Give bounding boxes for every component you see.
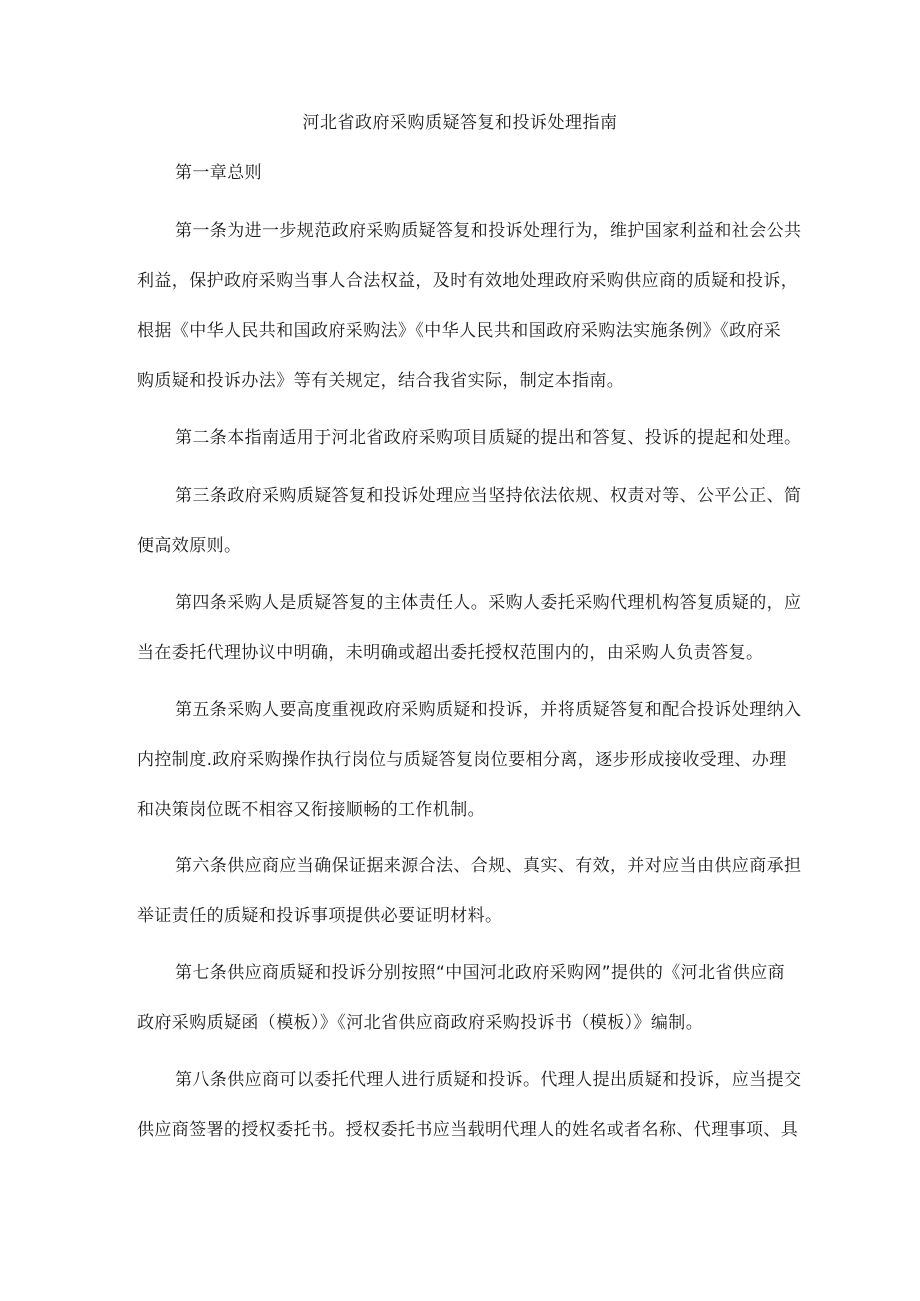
article-6-line-2: 举证责任的质疑和投诉事项提供必要证明材料。 [137,906,503,926]
article-3-line-1: 第三条政府采购质疑答复和投诉处理应当坚持依法依规、权责对等、公平公正、简 [175,486,802,506]
article-5-line-3: 和决策岗位既不相容又衔接顺畅的工作机制。 [137,800,485,820]
article-7-line-1: 第七条供应商质疑和投诉分别按照“中国河北政府采购网”提供的《河北省供应商 [175,963,786,983]
chapter-heading: 第一章总则 [175,163,262,183]
article-1-line-1: 第一条为进一步规范政府采购质疑答复和投诉处理行为，维护国家利益和社会公共 [175,221,802,241]
article-5-line-1: 第五条采购人要高度重视政府采购质疑和投诉，并将质疑答复和配合投诉处理纳入 [175,700,802,720]
article-3-line-2: 便高效原则。 [137,536,242,556]
article-1-line-3: 根据《中华人民共和国政府采购法》《中华人民共和国政府采购法实施条例》《政府采 [137,321,782,341]
article-4-line-2: 当在委托代理协议中明确，未明确或超出委托授权范围内的，由采购人负责答复。 [137,643,764,663]
article-6-line-1: 第六条供应商应当确保证据来源合法、合规、真实、有效，并对应当由供应商承担 [175,856,802,876]
article-5-line-2: 内控制度.政府采购操作执行岗位与质疑答复岗位要相分离，逐步形成接收受理、办理 [137,750,787,770]
article-1-line-2: 利益，保护政府采购当事人合法权益，及时有效地处理政府采购供应商的质疑和投诉， [137,271,799,291]
article-8-line-2: 供应商签署的授权委托书。授权委托书应当载明代理人的姓名或者名称、代理事项、具 [137,1120,799,1140]
article-7-line-2: 政府采购质疑函（模板）》《河北省供应商政府采购投诉书（模板）》编制。 [137,1013,704,1033]
article-8-line-1: 第八条供应商可以委托代理人进行质疑和投诉。代理人提出质疑和投诉，应当提交 [175,1070,802,1090]
article-2-line-1: 第二条本指南适用于河北省政府采购项目质疑的提出和答复、投诉的提起和处理。 [175,428,802,448]
article-4-line-1: 第四条采购人是质疑答复的主体责任人。采购人委托采购代理机构答复质疑的，应 [175,593,802,613]
document-title: 河北省政府采购质疑答复和投诉处理指南 [302,113,618,133]
article-1-line-4: 购质疑和投诉办法》等有关规定，结合我省实际，制定本指南。 [137,371,625,391]
